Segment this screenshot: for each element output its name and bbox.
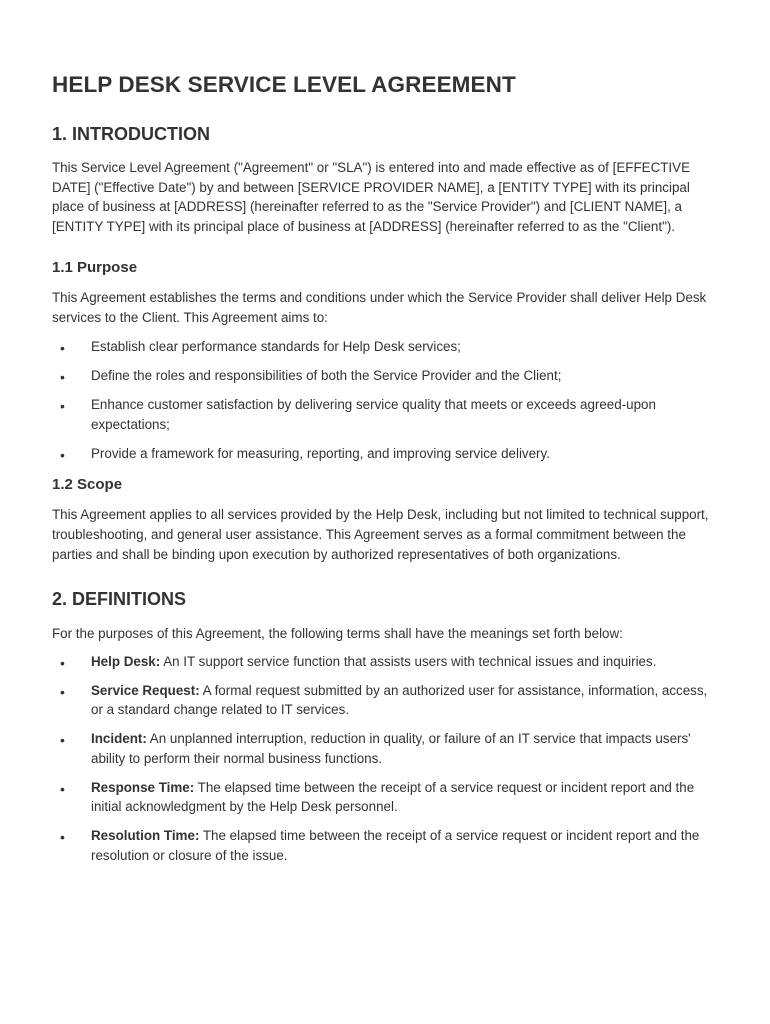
definition-text: The elapsed time between the receipt of a service request or incident report and the initial acknowledgment by the Help Desk personnel. xyxy=(91,779,695,815)
definition-item xyxy=(52,652,722,672)
definition-text: An IT support service function that assists users with technical issues and inquiries. xyxy=(160,653,657,669)
purpose-list-item xyxy=(52,444,722,464)
scope-paragraph: This Agreement applies to all services provided by the Help Desk, including but not limited to technical support, troubleshooting, and general user assistance. This Agreement serves as a formal commitment between the parties and shall be binding upon execution by authorized representatives of both organizations. xyxy=(52,507,709,562)
definition-item xyxy=(52,729,722,768)
definition-text: The elapsed time between the receipt of a service request or incident report and the resolution or closure of the issue. xyxy=(91,828,700,863)
bullet-icon: • xyxy=(60,780,65,797)
scope-heading: 1.2 Scope xyxy=(52,476,123,494)
purpose-paragraph: This Agreement establishes the terms and conditions under which the Service Provider shall deliver Help Desk services to the Client. This Agreement aims to: xyxy=(52,290,707,325)
definition-term: Incident: xyxy=(91,731,147,747)
document-title: HELP DESK SERVICE LEVEL AGREEMENT xyxy=(52,72,516,97)
definitions-intro: For the purposes of this Agreement, the following terms shall have the meanings set forth below: xyxy=(52,626,623,642)
bullet-icon: • xyxy=(60,397,65,414)
bullet-icon: • xyxy=(60,339,65,356)
definitions-list xyxy=(52,652,722,866)
introduction-heading: 1. INTRODUCTION xyxy=(52,124,211,144)
purpose-list xyxy=(52,337,722,464)
definition-item xyxy=(52,826,722,865)
bullet-icon: • xyxy=(60,368,65,385)
purpose-item-text: Provide a framework for measuring, reporting, and improving service delivery. xyxy=(91,445,550,461)
purpose-item-text: Enhance customer satisfaction by delivering service quality that meets or exceeds agreed-upon expectations; xyxy=(91,396,656,432)
definition-text: An unplanned interruption, reduction in quality, or failure of an IT service that impacts users' ability to perform their normal business functions. xyxy=(91,731,691,766)
definitions-heading: 2. DEFINITIONS xyxy=(52,589,187,610)
definition-item xyxy=(52,681,722,720)
purpose-item-text: Establish clear performance standards for Help Desk services; xyxy=(91,338,461,354)
document-page xyxy=(52,70,722,875)
purpose-list-item xyxy=(52,366,722,386)
definition-term: Response Time: xyxy=(91,779,195,795)
bullet-icon: • xyxy=(60,446,65,463)
bullet-icon: • xyxy=(60,654,65,671)
definition-term: Resolution Time: xyxy=(91,828,200,844)
definition-item xyxy=(52,778,722,817)
purpose-list-item xyxy=(52,337,722,357)
definition-term: Service Request: xyxy=(91,682,200,698)
bullet-icon: • xyxy=(60,829,65,846)
definition-text: A formal request submitted by an authorized user for assistance, information, access, or a standard change related to IT services. xyxy=(91,682,708,718)
purpose-heading: 1.1 Purpose xyxy=(52,259,138,277)
purpose-list-item xyxy=(52,395,722,434)
bullet-icon: • xyxy=(60,732,65,749)
introduction-paragraph: This Service Level Agreement ("Agreement" or "SLA") is entered into and made effective as of [EFFECTIVE DATE] ("Effective Date") by and between [SERVICE PROVIDER NAME], a [ENTITY TYPE] with its principal place of business at [ADDRESS] (hereinafter referred to as the "Service Provider") and [CLIENT NAME], a [ENTITY TYPE] with its principal place of business at [ADDRESS] (hereinafter referred to as the "Client"). xyxy=(52,160,691,234)
bullet-icon: • xyxy=(60,683,65,700)
purpose-item-text: Define the roles and responsibilities of both the Service Provider and the Client; xyxy=(91,367,562,383)
definition-term: Help Desk: xyxy=(91,653,161,669)
